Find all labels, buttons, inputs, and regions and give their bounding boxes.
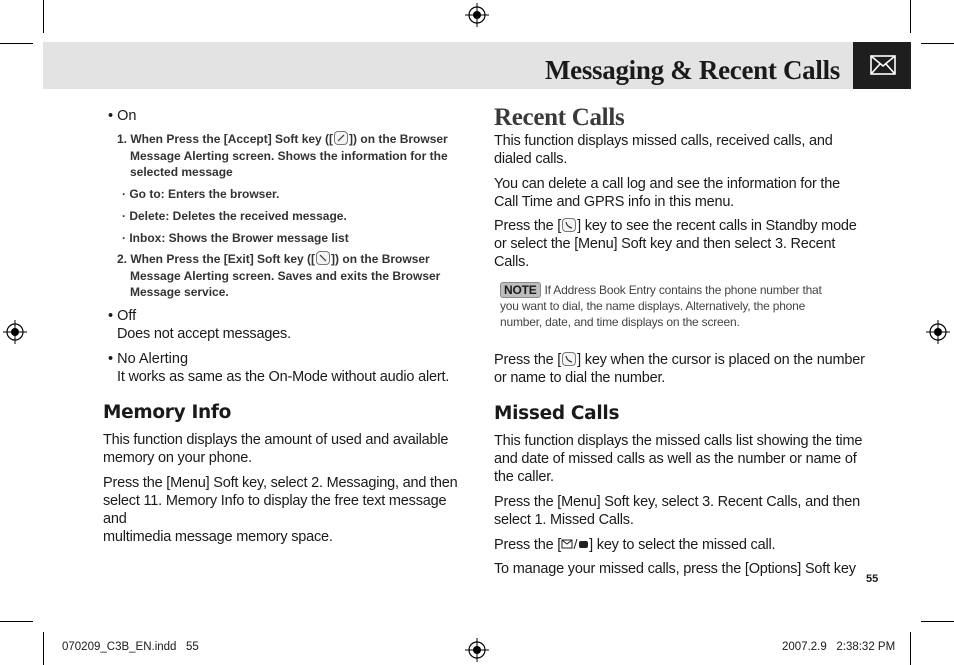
text-fragment: ] key when the cursor is placed on the number [577, 352, 865, 368]
message-call-key-icon [561, 538, 589, 550]
text-line: multimedia message memory space. [103, 529, 333, 545]
accept-key-icon [334, 131, 348, 145]
option-no-alerting-desc: It works as same as the On-Mode without audio alert. [117, 369, 450, 385]
text-line: or select the [Menu] Soft key and then select 3. Recent [494, 236, 836, 252]
step-2 [117, 251, 457, 301]
step-2-line: Message service. [130, 285, 229, 299]
crop-mark [910, 632, 911, 665]
footer-file-info: 070209_C3B_EN.indd 55 [62, 641, 199, 653]
option-off-desc: Does not accept messages. [117, 326, 291, 342]
step-1-text: 1. When Press the [Accept] Soft key ([ [117, 132, 334, 146]
option-on: • On [108, 108, 137, 124]
page-number: 55 [866, 573, 879, 585]
text-fragment: Press the [ [494, 537, 562, 553]
step-2-text: ]) on the Browser [331, 252, 430, 266]
crop-mark [921, 43, 954, 44]
text-line: you want to dial, the name displays. Alternatively, the phone [500, 299, 806, 313]
recent-calls-heading: Recent Calls [494, 104, 625, 131]
text-line: select 11. Memory Info to display the free text message and [103, 493, 447, 527]
crop-mark [43, 632, 44, 665]
text-fragment: Press the [ [494, 218, 562, 234]
text-line: This function displays the amount of used and available [103, 432, 449, 448]
registration-mark-icon [465, 3, 489, 27]
text-line: or name to dial the number. [494, 370, 666, 386]
text-line: This function displays the missed calls list showing the time [494, 433, 863, 449]
text-line: and date of missed calls as well as the number or name of [494, 451, 857, 467]
missed-calls-paragraph: To manage your missed calls, press the [Options] Soft key [494, 561, 856, 577]
sub-goto: · Go to: Enters the browser. [122, 187, 280, 201]
step-1-line: selected message [130, 165, 233, 179]
crop-mark [910, 0, 911, 33]
step-2-text: 2. When Press the [Exit] Soft key ([ [117, 252, 316, 266]
page-title: Messaging & Recent Calls [544, 55, 840, 85]
text-line: memory on your phone. [103, 450, 252, 466]
note-badge: NOTE [500, 282, 541, 298]
crop-mark [0, 43, 33, 44]
text-line: dialed calls. [494, 151, 568, 167]
recent-calls-paragraph [494, 217, 864, 271]
sub-inbox: · Inbox: Shows the Brower message list [122, 231, 349, 245]
registration-mark-icon [926, 320, 950, 344]
text-line: select 1. Missed Calls. [494, 512, 634, 528]
text-line: Calls. [494, 254, 530, 270]
text-line: the caller. [494, 469, 554, 485]
registration-mark-icon [3, 320, 27, 344]
missed-calls-paragraph [494, 536, 864, 554]
send-key-icon [562, 352, 576, 366]
memory-info-paragraph [103, 431, 463, 467]
header-icon-box [853, 42, 911, 89]
recent-calls-paragraph [494, 132, 854, 168]
send-key-icon [562, 218, 576, 232]
option-off: • Off [108, 308, 137, 324]
note-box [500, 282, 845, 330]
step-2-line: Message Alerting screen. Saves and exits the Browser [130, 268, 441, 283]
footer-timestamp: 2007.2.9 2:38:32 PM [782, 641, 896, 653]
recent-calls-paragraph [494, 351, 864, 387]
crop-mark [921, 621, 954, 622]
missed-calls-paragraph [494, 493, 864, 529]
text-fragment: Press the [ [494, 352, 562, 368]
step-1 [117, 131, 457, 181]
memory-info-heading: Memory Info [103, 402, 232, 423]
text-fragment: ] key to see the recent calls in Standby mode [577, 218, 857, 234]
step-1-text: ]) on the Browser [349, 132, 448, 146]
text-fragment: If Address Book Entry contains the phone number that [544, 283, 822, 297]
text-fragment: ] key to select the missed call. [589, 537, 776, 553]
crop-mark [43, 0, 44, 33]
text-line: Call Time and GPRS info in this menu. [494, 194, 735, 210]
option-no-alerting: • No Alerting [108, 351, 189, 367]
text-line: Press the [Menu] Soft key, select 3. Recent Calls, and then [494, 494, 860, 510]
missed-calls-paragraph [494, 432, 864, 486]
text-line: Press the [Menu] Soft key, select 2. Messaging, and then [103, 475, 458, 491]
registration-mark-icon [465, 638, 489, 662]
missed-calls-heading: Missed Calls [494, 403, 620, 424]
exit-key-icon [316, 251, 330, 265]
text-line: number, date, and time displays on the screen. [500, 315, 740, 329]
text-line: You can delete a call log and see the information for the [494, 176, 840, 192]
memory-info-paragraph [103, 474, 463, 546]
text-line: This function displays missed calls, received calls, and [494, 133, 833, 149]
step-1-line: Message Alerting screen. Shows the information for the [130, 148, 448, 163]
crop-mark [0, 621, 33, 622]
envelope-icon [870, 55, 896, 75]
sub-delete: · Delete: Deletes the received message. [122, 209, 347, 223]
recent-calls-paragraph [494, 175, 854, 211]
